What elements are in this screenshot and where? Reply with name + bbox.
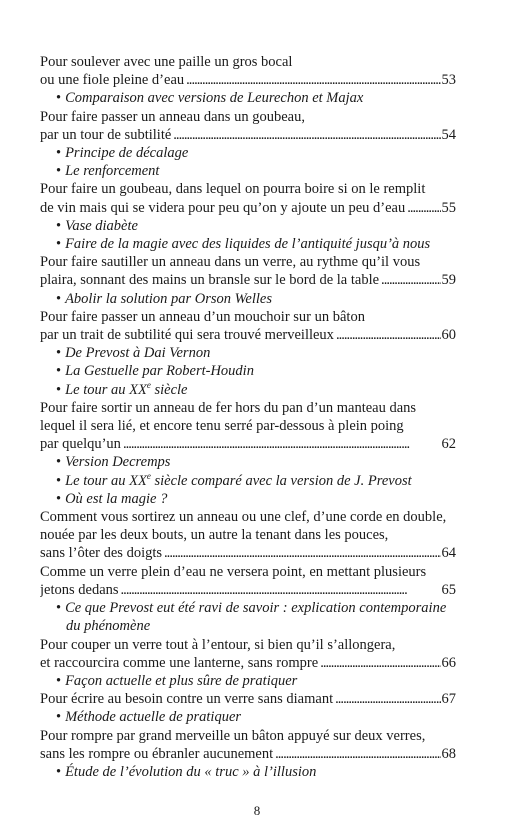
toc-subentry-text: Méthode actuelle de pratiquer <box>65 709 242 726</box>
toc-entry <box>40 180 456 253</box>
toc-subentry-text: siècle <box>150 381 188 398</box>
toc-subentry-text: Vase diabète <box>65 217 138 234</box>
bullet-icon: • <box>56 363 62 380</box>
dot-leader <box>407 199 440 217</box>
toc-entry-text: par quelqu’un <box>40 436 121 453</box>
toc-entry-text: par un tour de subtilité <box>40 126 172 143</box>
toc-subentry-text: Façon actuelle et plus sûre de pratiquer <box>65 672 298 689</box>
toc-entry-text: Pour écrire au besoin contre un verre sans diamant <box>40 691 334 708</box>
toc-entry-line: Pour faire passer un anneau d’un mouchoir sur un bâton <box>40 308 365 325</box>
toc-subentry-text: siècle comparé avec la version de J. Prevost <box>150 472 412 489</box>
bullet-icon: • <box>56 290 62 307</box>
table-of-contents <box>40 53 456 781</box>
toc-entry-line: Pour couper un verre tout à l’entour, si bien qu’il s’allongera, <box>40 636 396 653</box>
toc-page-number: 66 <box>441 654 456 671</box>
toc-entry <box>40 563 456 636</box>
toc-entry-line: Pour soulever avec une paille un gros bocal <box>40 54 293 70</box>
toc-entry-last-line <box>40 126 456 144</box>
toc-entry-text: sans l’ôter des doigts <box>40 545 163 562</box>
toc-page-number: 64 <box>441 545 456 562</box>
bullet-icon: • <box>56 454 62 471</box>
toc-subentry-text: Où est la magie ? <box>65 490 168 507</box>
toc-subentry-text: De Prevost à Dai Vernon <box>65 345 211 362</box>
dot-leader <box>275 745 440 763</box>
toc-entry <box>40 690 456 726</box>
toc-subentry-text: La Gestuelle par Robert-Houdin <box>65 363 254 380</box>
toc-entry-line: Pour faire un goubeau, dans lequel on pourra boire si on le remplit <box>40 181 426 198</box>
toc-subentry <box>40 162 456 180</box>
toc-entry-line: Pour faire passer un anneau dans un goubeau, <box>40 108 305 125</box>
toc-entry-line: Pour faire sautiller un anneau dans un verre, au rythme qu’il vous <box>40 254 421 271</box>
superscript: e <box>146 470 151 481</box>
toc-entry-text: sans les rompre ou ébranler aucunement <box>40 745 274 762</box>
toc-subentry-text: Ce que Prevost eut été ravi de savoir : explication contemporaine <box>65 600 447 617</box>
toc-entry-line: Comment vous sortirez un anneau ou une clef, d’une corde en double, <box>40 509 447 526</box>
toc-entry <box>40 53 456 108</box>
toc-entry-text: de vin mais qui se videra pour peu qu’on y ajoute un peu d’eau <box>40 199 406 216</box>
bullet-icon: • <box>56 345 62 362</box>
toc-subentry <box>40 235 456 253</box>
toc-subentry <box>40 344 456 362</box>
toc-entry-line: Pour faire sortir un anneau de fer hors du pan d’un manteau dans <box>40 399 417 416</box>
toc-page-number: 53 <box>441 72 456 89</box>
bullet-icon: • <box>56 381 62 398</box>
bullet-icon: • <box>56 709 62 726</box>
toc-subentry <box>40 290 456 308</box>
toc-entry-text: et raccourcira comme une lanterne, sans rompre <box>40 654 319 671</box>
toc-entry-last-line <box>40 544 456 562</box>
toc-page-number: 60 <box>441 327 456 344</box>
toc-entry-last-line <box>40 271 456 289</box>
toc-entry-text: plaira, sonnant des mains un bransle sur le bord de la table <box>40 272 380 289</box>
bullet-icon: • <box>56 472 62 489</box>
toc-entry-line: Pour rompre par grand merveille un bâton appuyé sur deux verres, <box>40 727 426 744</box>
toc-entry-text: par un trait de subtilité qui sera trouvé merveilleux <box>40 327 334 344</box>
toc-subentry-text: Étude de l’évolution du « truc » à l’illusion <box>65 763 317 780</box>
toc-entry-last-line <box>40 690 456 708</box>
bullet-icon: • <box>56 217 62 234</box>
toc-entry-last-line <box>40 199 456 217</box>
superscript: e <box>146 379 151 390</box>
bullet-icon: • <box>56 763 62 780</box>
toc-subentry-text: Comparaison avec versions de Leurechon et Majax <box>65 90 364 107</box>
toc-subentry <box>40 381 456 399</box>
toc-entry-last-line <box>40 435 456 453</box>
toc-subentry <box>40 763 456 781</box>
dot-leader <box>336 326 441 344</box>
toc-entry-line: Comme un verre plein d’eau ne versera point, en mettant plusieurs <box>40 563 427 580</box>
toc-subentry <box>40 217 456 235</box>
toc-entry <box>40 508 456 563</box>
toc-page-number: 62 <box>441 436 456 453</box>
toc-subentry-text: du phénomène <box>66 618 151 635</box>
bullet-icon: • <box>56 145 62 162</box>
toc-entry-text: ou une fiole pleine d’eau <box>40 72 185 89</box>
page-number: 8 <box>253 803 261 818</box>
toc-subentry <box>40 453 456 471</box>
toc-subentry <box>40 708 456 726</box>
toc-subentry <box>40 472 456 490</box>
toc-page-number: 55 <box>441 199 456 216</box>
toc-subentry-text: Principe de décalage <box>65 145 189 162</box>
dot-leader <box>173 126 440 144</box>
toc-subentry-text: Le tour au XX <box>65 472 147 489</box>
toc-entry <box>40 108 456 181</box>
toc-page-number: 54 <box>441 126 456 143</box>
dot-leader <box>381 271 440 289</box>
toc-entry-last-line <box>40 745 456 763</box>
toc-entry <box>40 253 456 308</box>
toc-subentry-text: Faire de la magie avec des liquides de l’antiquité jusqu’à nous <box>65 236 431 253</box>
bullet-icon: • <box>56 236 62 253</box>
bullet-icon: • <box>56 600 62 617</box>
toc-page-number: 59 <box>441 272 456 289</box>
toc-entry-line: lequel il sera lié, et encore tenu serré par-dessous à plein poing <box>40 418 404 435</box>
toc-page-number: 68 <box>441 745 456 762</box>
toc-entry <box>40 727 456 782</box>
toc-entry-last-line <box>40 581 456 599</box>
toc-entry <box>40 636 456 691</box>
toc-subentry-text: Le renforcement <box>65 163 160 180</box>
toc-subentry <box>40 144 456 162</box>
dot-leader <box>320 654 440 672</box>
bullet-icon: • <box>56 672 62 689</box>
dot-leader <box>164 544 440 562</box>
dot-leader <box>335 690 440 708</box>
toc-subentry <box>40 89 456 107</box>
toc-page-number: 67 <box>441 691 456 708</box>
bullet-icon: • <box>56 90 62 107</box>
toc-entry-last-line <box>40 71 456 89</box>
toc-subentry <box>40 599 456 617</box>
dot-leader <box>186 71 440 89</box>
toc-entry-last-line <box>40 654 456 672</box>
bullet-icon: • <box>56 163 62 180</box>
toc-subentry-text: Le tour au XX <box>65 381 147 398</box>
toc-subentry-continuation <box>40 617 456 635</box>
toc-page-number: 65 <box>441 581 456 598</box>
toc-entry-text: jetons dedans <box>40 581 119 598</box>
dot-leader <box>121 581 441 599</box>
toc-subentry-text: Abolir la solution par Orson Welles <box>65 290 272 307</box>
toc-entry-last-line <box>40 326 456 344</box>
toc-subentry <box>40 490 456 508</box>
dot-leader <box>123 435 441 453</box>
bullet-icon: • <box>56 490 62 507</box>
toc-entry <box>40 399 456 508</box>
toc-entry-line: nouée par les deux bouts, un autre la tenant dans les pouces, <box>40 527 389 544</box>
toc-subentry <box>40 362 456 380</box>
toc-subentry <box>40 672 456 690</box>
toc-entry <box>40 308 456 399</box>
toc-subentry-text: Version Decremps <box>65 454 171 471</box>
